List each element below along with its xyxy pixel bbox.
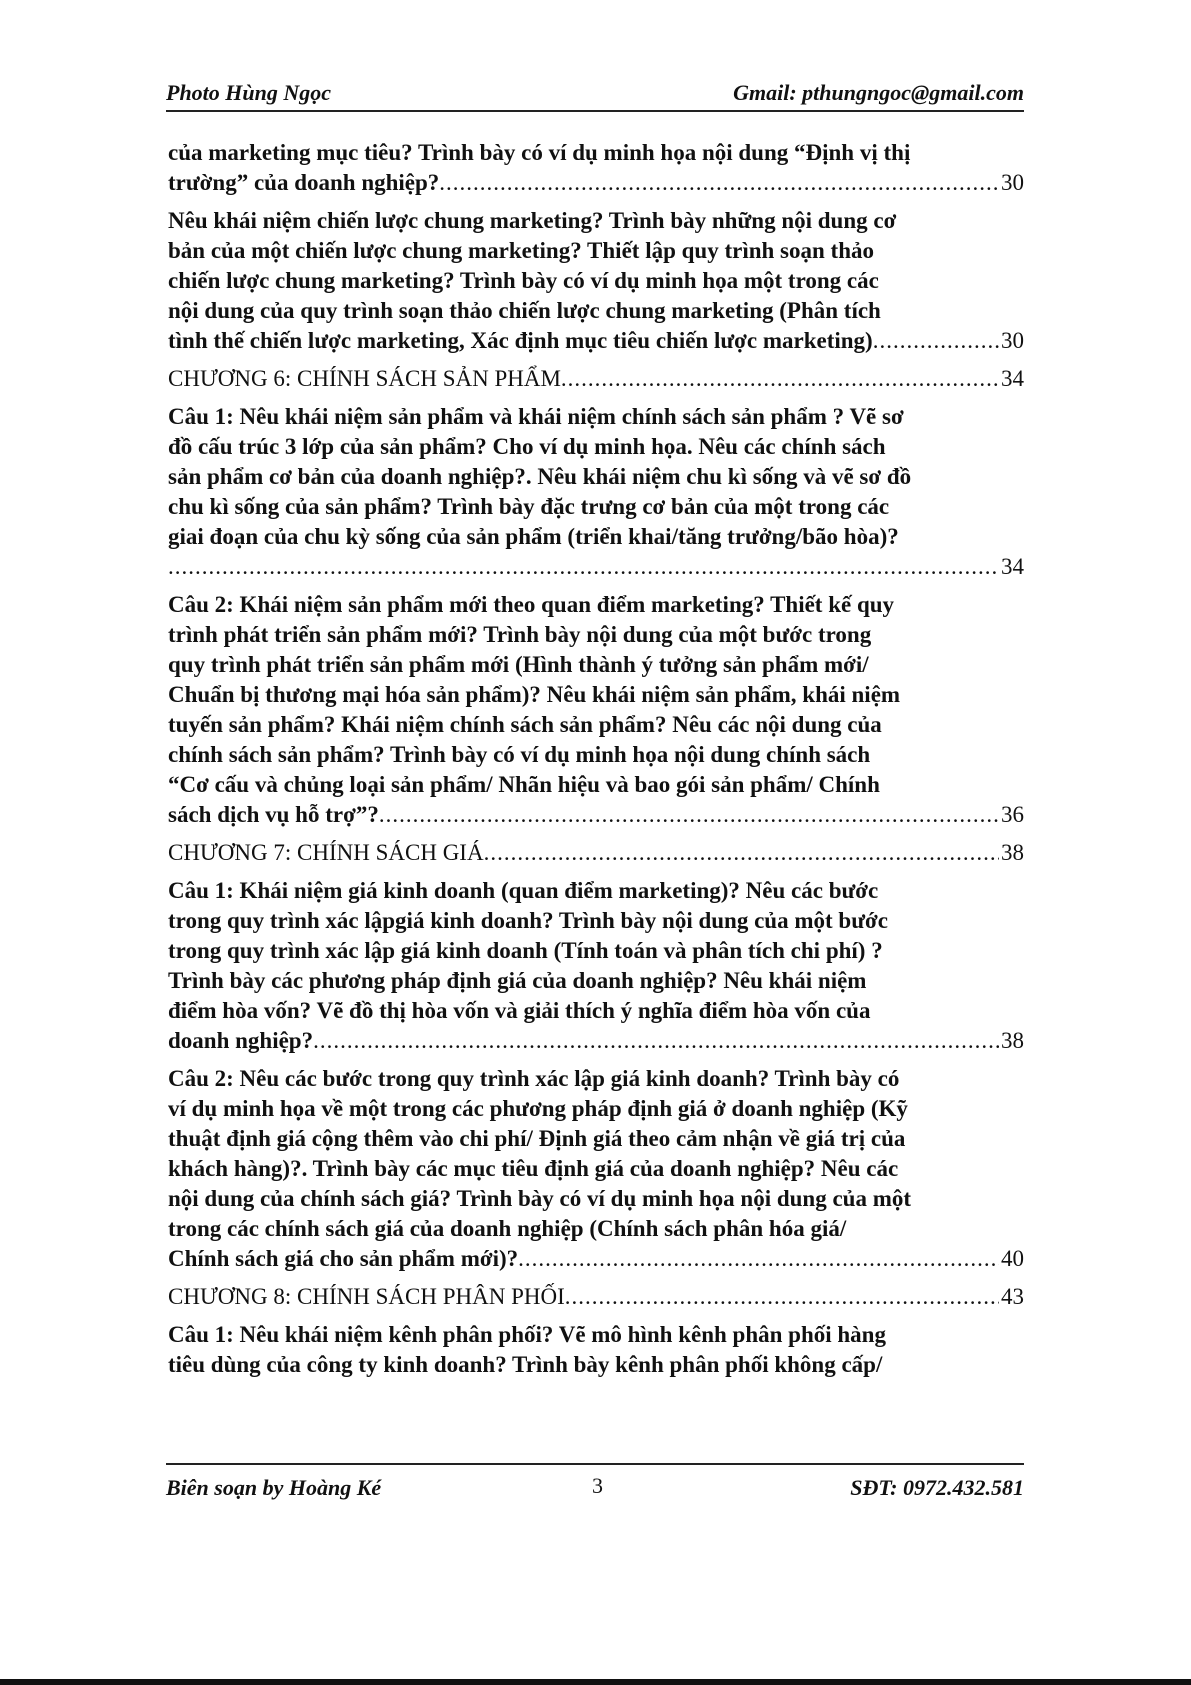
page-number: 3: [592, 1473, 603, 1498]
toc-line: đồ cấu trúc 3 lớp của sản phẩm? Cho ví dụ minh họa. Nêu các chính sách: [168, 434, 886, 459]
toc-line: Câu 1: Khái niệm giá kinh doanh (quan điểm marketing)? Nêu các bước: [168, 878, 879, 903]
toc-entry[interactable]: [168, 206, 1024, 356]
page-ref: 30: [1001, 170, 1024, 195]
toc-leader-row: [168, 364, 1024, 394]
toc-line: chu kì sống của sản phẩm? Trình bày đặc trưng cơ bản của một trong các: [168, 494, 890, 519]
toc-leader-row: [168, 326, 1024, 356]
toc-entry[interactable]: [168, 402, 1024, 582]
toc-line: Chuẩn bị thương mại hóa sản phẩm)? Nêu khái niệm sản phẩm, khái niệm: [168, 682, 901, 707]
toc-line: của marketing mục tiêu? Trình bày có ví dụ minh họa nội dung “Định vị thị: [168, 140, 911, 165]
toc-line: Câu 2: Nêu các bước trong quy trình xác lập giá kinh doanh? Trình bày có: [168, 1066, 900, 1091]
table-of-contents: [168, 138, 1024, 1388]
toc-leader-row: [168, 1026, 1024, 1056]
dot-leader: [168, 552, 999, 582]
dot-leader: [439, 168, 999, 198]
dot-leader: [484, 838, 999, 868]
page-header: [166, 80, 1024, 112]
toc-line: điểm hòa vốn? Vẽ đồ thị hòa vốn và giải thích ý nghĩa điểm hòa vốn của: [168, 998, 871, 1023]
toc-line: quy trình phát triển sản phẩm mới (Hình thành ý tưởng sản phẩm mới/: [168, 652, 869, 677]
toc-line: Chính sách giá cho sản phẩm mới)?: [168, 1246, 519, 1271]
footer-author: Biên soạn by Hoàng Ké: [166, 1475, 382, 1500]
toc-entry[interactable]: [168, 590, 1024, 830]
toc-line: trường” của doanh nghiệp?: [168, 170, 440, 195]
page-ref: 38: [1001, 840, 1024, 865]
toc-entry[interactable]: [168, 876, 1024, 1056]
header-email: Gmail: pthungngoc@gmail.com: [733, 80, 1024, 105]
page-ref: 36: [1001, 802, 1024, 827]
toc-leader-row: [168, 552, 1024, 582]
footer-phone: SĐT: 0972.432.581: [850, 1475, 1024, 1500]
toc-line: bản của một chiến lược chung marketing? Thiết lập quy trình soạn thảo: [168, 238, 874, 263]
toc-line: giai đoạn của chu kỳ sống của sản phẩm (triển khai/tăng trưởng/bão hòa)?: [168, 524, 899, 549]
toc-line: Nêu khái niệm chiến lược chung marketing? Trình bày những nội dung cơ: [168, 208, 897, 233]
toc-entry[interactable]: [168, 138, 1024, 198]
toc-line: trong quy trình xác lập giá kinh doanh (Tính toán và phân tích chi phí) ?: [168, 938, 883, 963]
toc-line: chiến lược chung marketing? Trình bày có ví dụ minh họa một trong các: [168, 268, 879, 293]
toc-line: Câu 1: Nêu khái niệm kênh phân phối? Vẽ mô hình kênh phân phối hàng: [168, 1322, 886, 1347]
toc-line: Câu 2: Khái niệm sản phẩm mới theo quan điểm marketing? Thiết kế quy: [168, 592, 895, 617]
dot-leader: [379, 800, 999, 830]
dot-leader: [561, 364, 999, 394]
dot-leader: [565, 1282, 999, 1312]
toc-chapter-7[interactable]: [168, 838, 1024, 868]
toc-leader-row: [168, 1282, 1024, 1312]
toc-chapter-6[interactable]: [168, 364, 1024, 394]
toc-entry[interactable]: [168, 1320, 1024, 1380]
toc-line: sách dịch vụ hỗ trợ”?: [168, 802, 379, 827]
toc-line: doanh nghiệp?: [168, 1028, 314, 1053]
toc-line: tiêu dùng của công ty kinh doanh? Trình bày kênh phân phối không cấp/: [168, 1352, 883, 1377]
toc-line: “Cơ cấu và chủng loại sản phẩm/ Nhãn hiệu và bao gói sản phẩm/ Chính: [168, 772, 880, 797]
toc-line: trong quy trình xác lậpgiá kinh doanh? Trình bày nội dung của một bước: [168, 908, 888, 933]
page-ref: 34: [1001, 366, 1024, 391]
page-ref: 43: [1001, 1284, 1024, 1309]
toc-line: Câu 1: Nêu khái niệm sản phẩm và khái niệm chính sách sản phẩm ? Vẽ sơ: [168, 404, 904, 429]
chapter-title: CHƯƠNG 6: CHÍNH SÁCH SẢN PHẨM: [168, 366, 561, 391]
toc-leader-row: [168, 838, 1024, 868]
page-ref: 30: [1001, 328, 1024, 353]
page-ref: 34: [1001, 554, 1024, 579]
toc-line: nội dung của quy trình soạn thảo chiến lược chung marketing (Phân tích: [168, 298, 881, 323]
page-ref: 40: [1001, 1246, 1024, 1271]
toc-line: trong các chính sách giá của doanh nghiệp (Chính sách phân hóa giá/: [168, 1216, 847, 1241]
dot-leader: [873, 326, 999, 356]
toc-entry[interactable]: [168, 1064, 1024, 1274]
toc-line: nội dung của chính sách giá? Trình bày có ví dụ minh họa nội dung của một: [168, 1186, 912, 1211]
chapter-title: CHƯƠNG 8: CHÍNH SÁCH PHÂN PHỐI: [168, 1284, 565, 1309]
toc-line: chính sách sản phẩm? Trình bày có ví dụ minh họa nội dung chính sách: [168, 742, 871, 767]
header-left: Photo Hùng Ngọc: [166, 80, 332, 105]
dot-leader: [313, 1026, 999, 1056]
toc-leader-row: [168, 800, 1024, 830]
toc-line: thuật định giá cộng thêm vào chi phí/ Định giá theo cảm nhận về giá trị của: [168, 1126, 906, 1151]
dot-leader: [518, 1244, 999, 1274]
toc-line: sản phẩm cơ bản của doanh nghiệp?. Nêu khái niệm chu kì sống và vẽ sơ đồ: [168, 464, 912, 489]
chapter-title: CHƯƠNG 7: CHÍNH SÁCH GIÁ: [168, 840, 484, 865]
toc-leader-row: [168, 168, 1024, 198]
page-ref: 38: [1001, 1028, 1024, 1053]
toc-line: tình thế chiến lược marketing, Xác định mục tiêu chiến lược marketing): [168, 328, 873, 353]
toc-line: Trình bày các phương pháp định giá của doanh nghiệp? Nêu khái niệm: [168, 968, 867, 993]
toc-leader-row: [168, 1244, 1024, 1274]
toc-line: ví dụ minh họa về một trong các phương pháp định giá ở doanh nghiệp (Kỹ: [168, 1096, 908, 1121]
page-footer: [166, 1463, 1024, 1503]
toc-line: tuyến sản phẩm? Khái niệm chính sách sản phẩm? Nêu các nội dung của: [168, 712, 882, 737]
toc-line: khách hàng)?. Trình bày các mục tiêu định giá của doanh nghiệp? Nêu các: [168, 1156, 899, 1181]
toc-chapter-8[interactable]: [168, 1282, 1024, 1312]
scan-edge-divider: [0, 1679, 1191, 1685]
toc-line: trình phát triển sản phẩm mới? Trình bày nội dung của một bước trong: [168, 622, 872, 647]
